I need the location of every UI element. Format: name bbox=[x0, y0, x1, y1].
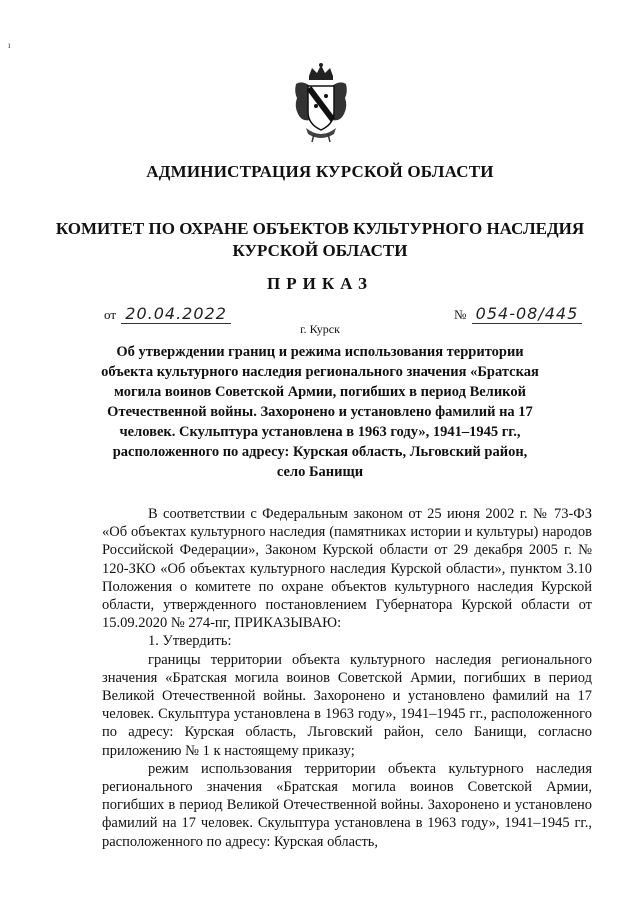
body-paragraph-1: В соответствии с Федеральным законом от 25 июня 2002 г. № 73-ФЗ «Об объектах культурного наследия (памятниках истории и культуры) народов Российской Федерации», Законом Курской области от 29 декабря 2005 г. № 120-ЗКО «Об объектах культурного наследия Курской области», пунктом 3.10 Положения о комитете по охране объектов культурного наследия Курской области, утвержденного постановлением Губернатора Курской области от 15.09.2020 № 274-пг, ПРИКАЗЫВАЮ: bbox=[102, 506, 592, 632]
city-line: г. Курск bbox=[300, 322, 340, 336]
body-paragraph-2: 1. Утвердить: bbox=[148, 633, 232, 650]
date-value: 20.04.2022 bbox=[121, 304, 231, 324]
order-date bbox=[104, 304, 231, 324]
committee-heading bbox=[0, 218, 640, 262]
document-type-title: ПРИКАЗ bbox=[267, 274, 373, 293]
body-paragraph-4: режим использования территории объекта культурного наследия регионального значения «Братская могила воинов Советской Армии, погибших в период Великой Отечественной войны. Захоронено и установлено фамилий на 17 человек. Скульптура установлена в 1963 году», 1941–1945 гг., расположенного по адресу: Курская область, bbox=[102, 760, 592, 850]
committee-heading-line2: КУРСКОЙ ОБЛАСТИ bbox=[232, 241, 408, 260]
coat-of-arms-icon bbox=[292, 62, 350, 144]
order-body bbox=[102, 505, 592, 851]
date-prefix: от bbox=[104, 307, 117, 322]
number-prefix: № bbox=[454, 307, 467, 322]
committee-heading-line1: КОМИТЕТ ПО ОХРАНЕ ОБЪЕКТОВ КУЛЬТУРНОГО НАСЛЕДИЯ bbox=[55, 219, 585, 238]
administration-heading: АДМИНИСТРАЦИЯ КУРСКОЙ ОБЛАСТИ bbox=[146, 162, 494, 181]
order-number bbox=[454, 304, 582, 324]
order-subject: Об утверждении границ и режима использования территории объекта культурного наследия регионального значения «Братская могила воинов Советской Армии, погибших в период Великой Отечественной войны. Захоронено и установлено фамилий на 17 человек. Скульптура установлена в 1963 году», 1941–1945 гг., расположенного по адресу: Курская область, Льговский район, село Банищи bbox=[101, 344, 539, 480]
number-value: 054-08/445 bbox=[472, 304, 583, 324]
body-paragraph-3: границы территории объекта культурного наследия регионального значения «Братская могила воинов Советской Армии, погибших в период Великой Отечественной войны. Захоронено и установлено фамилий на 17 человек. Скульптура установлена в 1963 году», 1941–1945 гг., расположенного по адресу: Курская область, Льговский район, село Банищи, согласно приложению № 1 к настоящему приказу; bbox=[102, 651, 592, 759]
scan-mark: ı bbox=[8, 40, 11, 50]
